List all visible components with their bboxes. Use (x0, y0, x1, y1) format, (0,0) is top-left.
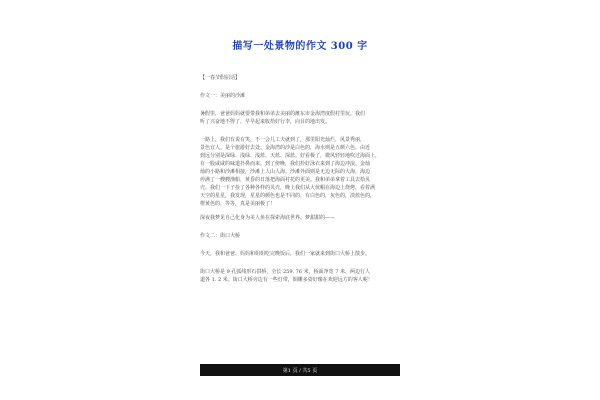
page-footer (200, 364, 400, 376)
paragraph-line: 到远分别是深绿、浅绿、浅蓝、天蓝、深蓝。好看极了，微风轻轻地吹过海面上， (200, 153, 381, 159)
paragraph-line: 天空的星星，我发现，星星的颜色也是不同的，有白色的，灰色的，淡蓝色的， (200, 193, 376, 199)
paragraph-line: 暑假里，爸爸妈妈就要带我和弟弟去美丽的潍东市金海湾度假村里玩。我们 (200, 111, 366, 117)
paragraph-line: 街口大桥是 9 孔弧线形石拱桥，全长 259. 76 米，桥面净宽 7 米，两边行人 (200, 269, 370, 275)
paragraph-line: 听了兴奋地不得了，早早起来收拾好行李，向目的地出发。 (200, 119, 331, 125)
section-header: 【一春节假屈话】 (200, 75, 241, 81)
paragraph-line: 道各 1. 2 米。街口大桥旁边有一些灯带，铜雕多姿好像在欢迎远方的客人呢！ (200, 277, 373, 283)
paragraph-2 (200, 136, 400, 208)
paragraph-line: 今天，我和爸爸、妈妈和姐姐吃完晚饭后，我们一家就来到街口大桥上散步。 (200, 251, 371, 257)
paragraph-line: 一路上，我们有说有笑，不一会儿工夫就到了，那里阳光灿烂，风景秀丽， (200, 137, 366, 143)
document-title (0, 37, 600, 52)
paragraph-line: 深夜我梦见自己化身为美人鱼在探索海底世界、梦甜甜的—— (200, 215, 336, 221)
paragraph-line: 景色宜人。是个旅游好去处。金海湾的沙是白色的，海水则是五颜六色，由近 (200, 145, 371, 151)
paragraph-line: 壳。我们一下子捡了各种各样的贝壳，晚上我们从大伙帽在海边上烧烤，看着满 (200, 185, 376, 191)
paragraph-1 (200, 110, 400, 126)
paragraph-3 (200, 214, 400, 222)
paragraph-4 (200, 250, 400, 258)
document-title-text: 描写一处景物的作文 300 字 (232, 41, 368, 52)
page-number: 第1 页 / 共5 页 (282, 367, 318, 374)
essay-heading-2: 作文二：街口大桥 (200, 233, 241, 239)
essay-heading-1: 作文一：美丽的沙滩 (200, 93, 246, 99)
paragraph-line: 灿的小路和沙滩相接，沙滩上人山人海。沙滩外面则是无边无际的大海，海边 (200, 169, 371, 175)
paragraph-line: 有一股咸咸的味道扑鼻而来。到了傍晚，我们拎好泳衣来到了海边冲浪。金灿 (200, 161, 371, 167)
paragraph-line: 停满了一艘艘渔船，黄昏的日落把海面衬托的更美。我和弟弟拿着工具去拾贝 (200, 177, 371, 183)
paragraph-line: 橙黄色的，等等，真是美丽极了！ (200, 201, 276, 207)
document-body (200, 74, 400, 284)
paragraph-5 (200, 268, 400, 284)
